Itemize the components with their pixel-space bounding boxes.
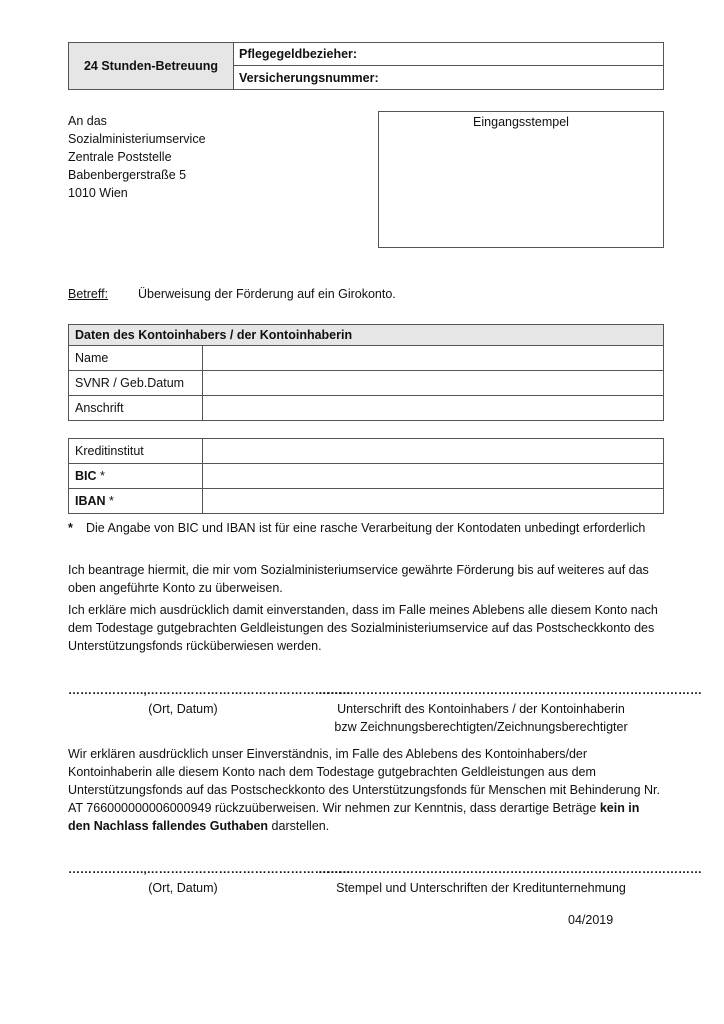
bank-institute-field[interactable] — [203, 439, 663, 463]
address-label: Anschrift — [69, 396, 203, 420]
header-table — [68, 42, 664, 90]
stamp-label: Eingangsstempel — [473, 115, 569, 129]
program-title: 24 Stunden-Betreuung — [69, 43, 234, 89]
insurance-number-field[interactable]: Versicherungsnummer: — [239, 70, 379, 85]
request-paragraph: Ich beantrage hiermit, die mir vom Sozialministeriumservice gewährte Förderung bis auf weiteres auf das oben angeführte Konto zu überweisen. — [68, 563, 649, 595]
table-row — [69, 346, 663, 371]
place-date-caption: (Ort, Datum) — [148, 881, 218, 895]
address-line: 1010 Wien — [68, 186, 128, 200]
address-field[interactable] — [203, 396, 663, 420]
holder-signature-caption: Unterschrift des Kontoinhabers / der Kontoinhaberin bzw Zeichnungsberechtigten/Zeichnungsberechtigter — [334, 702, 628, 734]
address-line: Babenbergerstraße 5 — [68, 168, 187, 182]
recipient-address — [68, 112, 206, 202]
care-recipient-field[interactable]: Pflegegeldbezieher: — [233, 43, 663, 66]
subject-label: Betreff: — [68, 287, 109, 301]
table-row — [69, 439, 663, 464]
address-line: Zentrale Poststelle — [68, 150, 172, 164]
table-row — [69, 396, 663, 420]
bank-institute-label: Kreditinstitut — [69, 439, 203, 463]
place-date-line[interactable]: ……………….,…………………………………………… — [68, 862, 351, 876]
footnote — [68, 519, 664, 537]
address-line: An das — [68, 114, 107, 128]
footnote-mark: * — [68, 521, 73, 535]
bic-label: BIC * — [69, 464, 203, 488]
form-version: 04/2019 — [568, 913, 614, 927]
svnr-label: SVNR / Geb.Datum — [69, 371, 203, 395]
table-row — [69, 489, 663, 513]
bank-signature-caption: Stempel und Unterschriften der Kreditunternehmung — [336, 881, 626, 895]
bank-signature-line[interactable]: …………………………………………………………………………………… — [318, 862, 702, 876]
name-field[interactable] — [203, 346, 663, 370]
table-row — [69, 464, 663, 489]
iban-label: IBAN * — [69, 489, 203, 513]
consent-paragraph: Ich erkläre mich ausdrücklich damit einverstanden, dass im Falle meines Ablebens alle diesem Konto nach dem Todestage gutgebrachten Geldleistungen des Sozialministeriumservice auf das Postscheckkonto des Unterstützungsfonds rücküberwiesen werden. — [68, 603, 658, 653]
footnote-text: Die Angabe von BIC und IBAN ist für eine rasche Verarbeitung der Kontodaten unbedingt erforderlich — [86, 521, 646, 535]
name-label: Name — [69, 346, 203, 370]
address-line: Sozialministeriumservice — [68, 132, 206, 146]
account-holder-table — [68, 324, 664, 421]
holder-signature-line[interactable]: …………………………………………………………………………………… — [318, 683, 702, 697]
subject-text: Überweisung der Förderung auf ein Girokonto. — [138, 287, 396, 301]
bank-consent-emphasis: kein in den Nachlass fallendes Guthaben — [68, 801, 640, 833]
bank-table — [68, 438, 664, 514]
receipt-stamp-box — [378, 111, 664, 248]
place-date-caption: (Ort, Datum) — [148, 702, 218, 716]
iban-field[interactable] — [203, 489, 663, 513]
table-row — [69, 371, 663, 396]
bic-field[interactable] — [203, 464, 663, 488]
account-holder-title: Daten des Kontoinhabers / der Kontoinhaberin — [69, 325, 663, 346]
svnr-field[interactable] — [203, 371, 663, 395]
place-date-line[interactable]: ……………….,…………………………………………… — [68, 683, 351, 697]
bank-consent-paragraph: Wir erklären ausdrücklich unser Einverständnis, im Falle des Ablebens des Kontoinhabers/der Kontoinhaberin alle diesem Konto nach dem Todestage gutgebrachten Geldleistungen aus dem Unterstützungsfonds auf das Postscheckkonto des Unterstützungsfonds für Menschen mit Behinderung Nr. AT 766000000006000949 rückzuüberweisen. Wir nehmen zur Kenntnis, dass derartige Beträge kein in den Nachlass fallendes Guthaben darstellen. — [68, 747, 660, 833]
